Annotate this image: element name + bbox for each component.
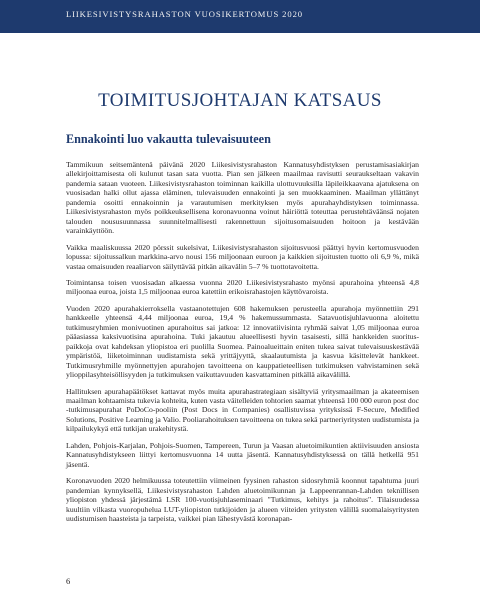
page-number: 6 [66, 576, 71, 586]
paragraph: Hallituksen apurahapäätökset kattavat myös muita apurahastrategiaan sisältyviä yritysmaailman ja akateemisen maailman kohtaamista tukevia kohteita, kuten vasta väitelleiden tohtorien saamat yhteensä 100 000 euron post doc -tutkimusapurahat PoDoCo-pooliin (Post Docs in Companies) osallistuvissa yrityksissä F-Secure, Medified Solutions, Positive Learning ja Valio. Pooliarahoituksen tavoitteena on tukea sekä partneriyritysten uudistumista ja kilpailukykyä että tutkijan urakehitystä. [66, 386, 419, 434]
paragraph: Vuoden 2020 apurahakierroksella vastaanotettujen 608 hakemuksen perusteella apurahoja myönnettiin 291 hankkeelle yhteensä 4,44 miljoonaa euroa, 19,4 % hakemussummasta. Satavuotisjuhlavuonna aloitettu tutkimusryhmien monivuotinen apurahoitus sai jatkoa: 12 innovatiivisinta ryhmää saivat 1,05 miljoonaa euroa pääasiassa kaksivuotisina apurahoina. Tuki jakautuu alueellisesti hyvin tasaisesti, sillä hankkeiden suorituspaikkoja ovat kahdeksan yliopistoa eri puolilla Suomea. Painoalueittain eniten tukea saivat tulevaisuuskestävää ympäristöä, liiketoiminnan uudistamista sekä yrittäjyyttä, skaalautumista ja kasvua käsittelevät hankkeet. Tutkimusryhmille myönnettyjen apurahojen tavoitteena on kauppatieteellisen tutkimuksen vahvistaminen sekä ylioppilasyhteisöllisyyden ja tutkimuksen vaikuttavuuden kasvattaminen pitkällä aikavälillä. [66, 303, 419, 380]
running-header: LIIKESIVISTYSRAHASTON VUOSIKERTOMUS 2020 [66, 9, 303, 19]
paragraph: Lahden, Pohjois-Karjalan, Pohjois-Suomen, Tampereen, Turun ja Vaasan aluetoimikuntien aktiivisuuden ansiosta Kannatusyhdistykseen liittyi kertomusvuonna 14 uutta jäsentä. Kannatusyhdistyksessä on tällä hetkellä 951 jäsentä. [66, 440, 419, 469]
page-title: TOIMITUSJOHTAJAN KATSAUS [98, 90, 382, 111]
article-body [66, 160, 419, 530]
paragraph: Vaikka maaliskuussa 2020 pörssit sukelsivat, Liikesivistysrahaston sijoitusvuosi päättyi hyvin kertomusvuoden lopussa: sijoitussalkun markkina-arvo nousi 156 miljoonaan euroon ja kaikkien sijoitusten tuotto oli 6,9 %, mikä vastaa omaisuuden reaaliarvon säilyttävää pitkän aikavälin 5–7 % tuottotavoitetta. [66, 242, 419, 271]
section-subtitle: Ennakointi luo vakautta tulevaisuuteen [66, 132, 271, 146]
paragraph: Tammikuun seitsemäntenä päivänä 2020 Liikesivistysrahaston Kannatusyhdistyksen perustamisasiakirjan allekirjoittamisesta oli kulunut tasan sata vuotta. Pian sen jälkeen maailmaa ravisutti seuraukseltaan vakavin pandemia sataan vuoteen. Liikesivistysrahaston toiminnan kaikilla ulottuvuuksilla läpileikkaavana ajatuksena on vuosisadan halki ollut ajassa eläminen, tulevaisuuden ennakointi ja sen muokkaaminen. Maailman yllättänyt pandemia osoitti ennakoinnin ja varautumisen merkityksen myös apurahayhdistyksen toiminnassa. Liikesivistysrahaston myös poikkeuksellisena koronavuonna voinut häiriöttä toteuttaa perustehtäväänsä nojaten talouden noususuunnassa suunnitelmallisesti rakennettuun sijoitusomaisuuden hoitoon ja kestävään varainkäyttöön. [66, 160, 419, 236]
paragraph: Koronavuoden 2020 helmikuussa toteutettiin viimeinen fyysinen rahaston sidosryhmiä koonnut tapahtuma juuri pandemian kynnyksellä, Liikesivistysrahaston Lahden aluetoimikunnan ja Lappeenrannan-Lahden teknillisen yliopiston yhdessä järjestämä LSR 100-vuotisjuhlaseminaari "Tutkimus, kehitys ja rahoitus". Tilaisuudessa kuultiin vilkasta vuoropuhelua LUT-yliopiston tutkijoiden ja alueen viiteiden yritysten välillä suomalaisyritysten uudistumisen haasteista ja tarpeista, vaikkei pian lähestyvästä koronapan- [66, 476, 419, 523]
header-band [0, 0, 480, 33]
paragraph: Toimintansa toisen vuosisadan alkaessa vuonna 2020 Liikesivistysrahasto myönsi apurahoina yhteensä 4,8 miljoonaa euroa, joista 1,5 miljoonaa euroa katettiin erikoisrahastojen käyttövaroista. [66, 277, 419, 297]
